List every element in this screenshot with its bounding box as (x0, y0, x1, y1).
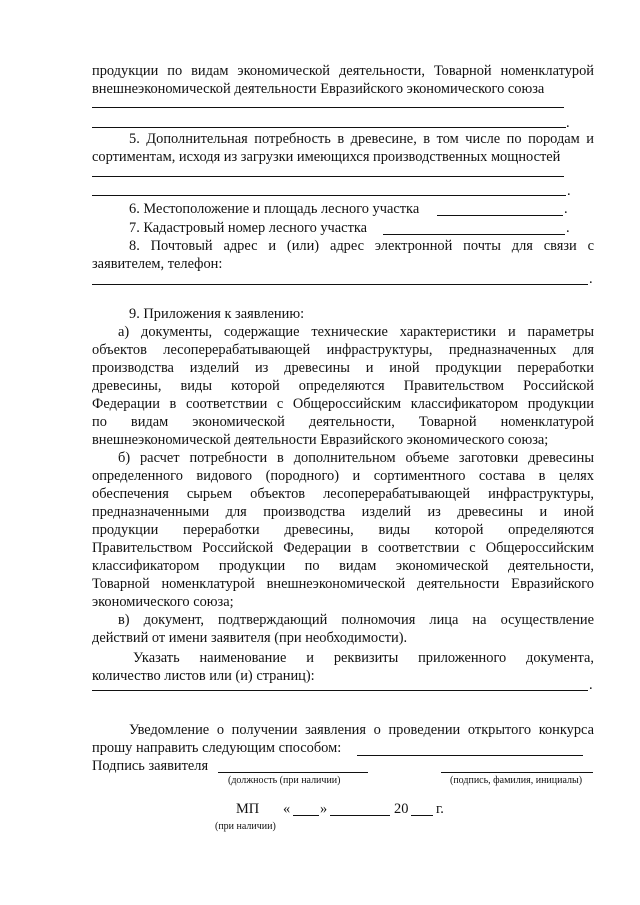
continuation-line-1: продукции по видам экономической деятельности, Товарной номенклатурой (92, 63, 594, 79)
item-8-line-1: 8. Почтовый адрес и (или) адрес электронной почты для связи с (129, 238, 594, 254)
item-6-text: 6. Местоположение и площадь лесного участка (129, 201, 420, 217)
position-caption: (должность (при наличии) (228, 775, 341, 786)
instruction-line: Указать наименование и реквизиты приложенного документа, (133, 650, 594, 666)
item-8-line-2: заявителем, телефон: (92, 256, 223, 272)
notification-line-2: прошу направить следующим способом: (92, 740, 342, 756)
signature-label: Подпись заявителя (92, 758, 209, 774)
item-9-heading: 9. Приложения к заявлению: (129, 306, 305, 322)
year-field-line (411, 815, 433, 816)
fill-line (92, 127, 566, 128)
date-open-quote: « (283, 801, 291, 817)
period: . (567, 183, 571, 199)
day-field-line (293, 815, 319, 816)
item-9b-line: экономического союза; (92, 594, 234, 610)
item-5-line-2: сортиментам, исходя из загрузки имеющихся производственных мощностей (92, 149, 561, 165)
continuation-line-2: внешнеэкономической деятельности Евразийского экономического союза (92, 81, 545, 97)
period: . (564, 201, 568, 217)
item-9a-line: внешнеэкономической деятельности Евразийского экономического союза; (92, 432, 549, 448)
item-5-line-1: 5. Дополнительная потребность в древесине, в том числе по породам и (129, 131, 594, 147)
period: . (589, 271, 593, 287)
item-9b-line: продукции переработки древесины, виды которой определяются (92, 522, 594, 538)
fill-line (92, 195, 566, 196)
seal-caption: (при наличии) (215, 821, 276, 832)
cadastral-field-line (383, 234, 565, 235)
item-9a-line: производства изделий из древесины и иной продукции переработки (92, 360, 594, 376)
item-9c-line: в) документ, подтверждающий полномочия лица на осуществление (118, 612, 594, 628)
area-field-line (437, 215, 563, 216)
year-suffix: г. (436, 801, 444, 817)
item-9a-line: древесины, виды которой определяются Правительством Российской (92, 378, 594, 394)
signature-field-line (441, 772, 593, 773)
fill-line (92, 176, 564, 177)
position-field-line (218, 772, 368, 773)
signature-name-caption: (подпись, фамилия, инициалы) (450, 775, 583, 786)
item-9b-line: обеспечения сырьем объектов лесоперерабатывающей инфраструктуры, (92, 486, 594, 502)
notification-line-1: Уведомление о получении заявления о проведении открытого конкурса (129, 722, 594, 738)
item-9b-line: Правительством Российской Федерации в соответствии с Общероссийским (92, 540, 594, 556)
month-field-line (330, 815, 390, 816)
attachment-field-line (92, 690, 588, 691)
item-9a-line: по видам экономической деятельности, Товарной номенклатурой (92, 414, 594, 430)
item-9b-line: определенного видового (породного) и сортиментного состава в целях (92, 468, 594, 484)
fill-line (92, 107, 564, 108)
item-9b-line: классификатором продукции по видам экономической деятельности, (92, 558, 594, 574)
instruction-line: количество листов или (и) страниц): (92, 668, 315, 684)
item-9b-line: Товарной номенклатурой внешнеэкономической деятельности Евразийского (92, 576, 594, 592)
item-9b-line: б) расчет потребности в дополнительном объеме заготовки древесины (118, 450, 594, 466)
item-9b-line: предназначенными для производства изделий из древесины и иной (92, 504, 594, 520)
notification-method-field (357, 755, 583, 756)
item-7-text: 7. Кадастровый номер лесного участка (129, 220, 368, 236)
period: . (566, 220, 570, 236)
year-prefix: 20 (394, 801, 409, 817)
date-close-quote: » (320, 801, 328, 817)
period: . (566, 115, 570, 131)
period: . (589, 677, 593, 693)
item-9c-line: действий от имени заявителя (при необходимости). (92, 630, 408, 646)
item-9a-line: Федерации в соответствии с Общероссийским классификатором продукции (92, 396, 594, 412)
item-9a-line: а) документы, содержащие технические характеристики и параметры (118, 324, 594, 340)
item-9a-line: объектов лесоперерабатывающей инфраструктуры, предназначенных для (92, 342, 594, 358)
seal-mp: МП (236, 801, 260, 817)
contact-field-line (92, 284, 588, 285)
